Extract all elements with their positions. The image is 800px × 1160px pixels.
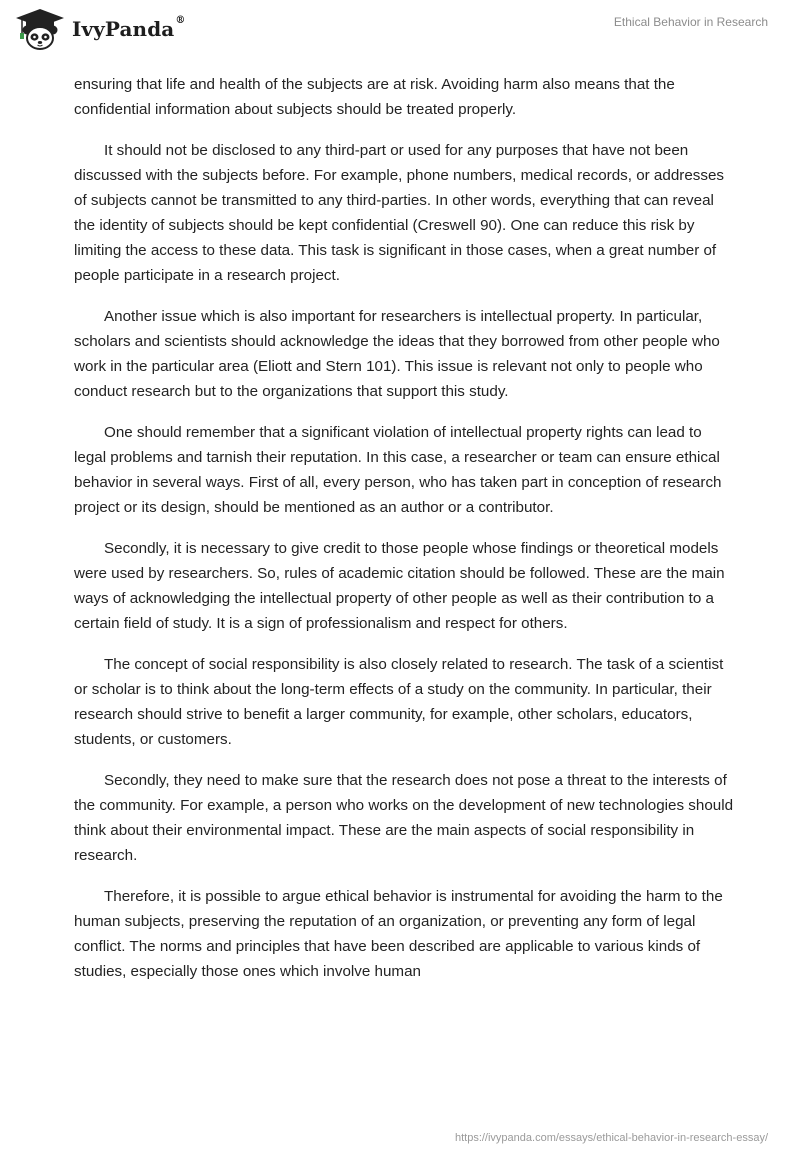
source-url[interactable]: https://ivypanda.com/essays/ethical-behavior-in-research-essay/ [454,1132,768,1144]
paragraph: Therefore, it is possible to argue ethical behavior is instrumental for avoiding the harm to the human subjects, preserving the reputation of an organization, or preventing any form of legal conflict. The norms and principles that have been described are applicable to various kinds of studies, especially those ones which involve human [74,888,723,980]
page-header [0,0,800,60]
paragraph: It should not be disclosed to any third-part or used for any purposes that have not been discussed with the subjects before. For example, phone numbers, medical records, or addresses of subjects cannot be transmitted to any third-parties. In other words, everything that can reveal the identity of subjects should be kept confidential (Creswell 90). One can reduce this risk by limiting the access to these data. This task is significant in those cases, when a great number of people participate in a research project. [74,142,725,284]
paragraph: Secondly, they need to make sure that the research does not pose a threat to the interests of the community. For example, a person who works on the development of new technologies should think about their environmental impact. These are the main aspects of social responsibility in research. [74,772,734,864]
document-title: Ethical Behavior in Research [613,15,768,29]
registered-mark: ® [175,15,186,26]
brand-name [72,17,185,41]
paragraph-continued: ensuring that life and health of the subjects are at risk. Avoiding harm also means that the confidential information about subjects should be treated properly. [74,76,675,118]
panda-graduation-cap-icon [14,8,66,50]
ivypanda-logo[interactable] [14,8,185,50]
paragraph: Secondly, it is necessary to give credit to those people whose findings or theoretical models were used by researchers. So, rules of academic citation should be followed. These are the main ways of acknowledging the intellectual property of other people as well as their contribution to a certain field of study. It is a sign of professionalism and respect for others. [74,540,725,632]
paragraph: The concept of social responsibility is also closely related to research. The task of a scientist or scholar is to think about the long-term effects of a study on the community. In particular, their research should strive to benefit a larger community, for example, other scholars, educators, students, or customers. [74,656,724,748]
essay-body [74,72,734,1000]
paragraph: Another issue which is also important for researchers is intellectual property. In particular, scholars and scientists should acknowledge the ideas that they borrowed from other people who work in the particular area (Eliott and Stern 101). This issue is relevant not only to people who conduct research but to the organizations that support this study. [74,308,720,400]
brand-name-text: IvyPanda [72,17,175,41]
paragraph: One should remember that a significant violation of intellectual property rights can lead to legal problems and tarnish their reputation. In this case, a researcher or team can ensure ethical behavior in several ways. First of all, every person, who has taken part in conception of research project or its design, should be mentioned as an author or a contributor. [74,424,722,516]
